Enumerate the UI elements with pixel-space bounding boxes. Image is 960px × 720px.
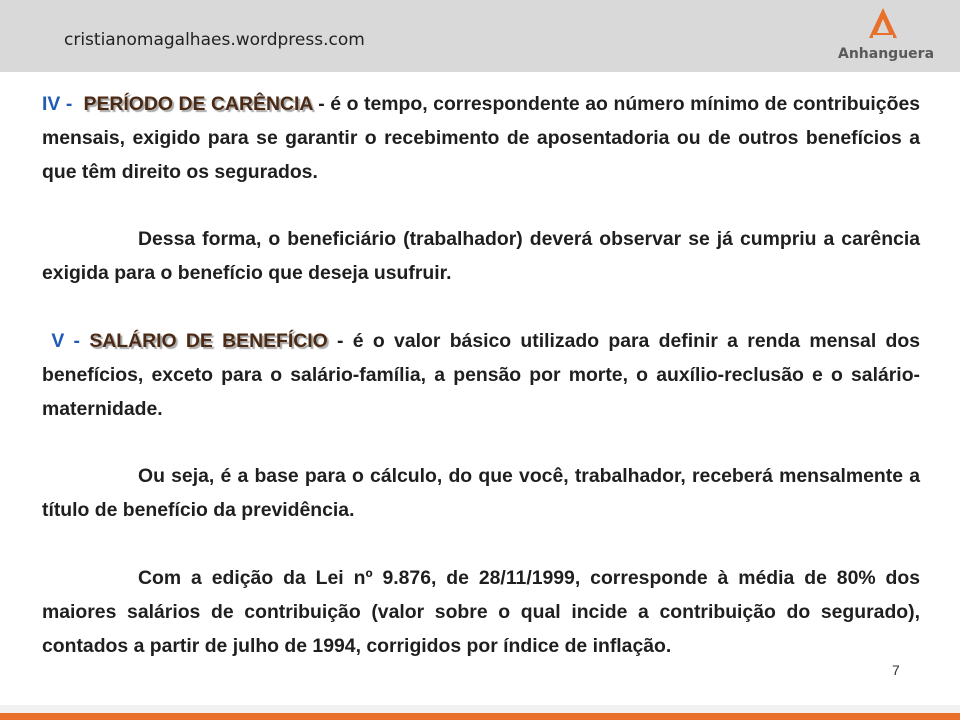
spacer bbox=[42, 528, 920, 562]
site-url: cristianomagalhaes.wordpress.com bbox=[64, 30, 365, 50]
paragraph-text: - é o tempo, correspondente ao número mínimo de contribuições mensais, exigido para se garantir o recebimento de aposentadoria ou de outros benefícios a que têm direito os segurados. bbox=[42, 93, 921, 183]
slide-content bbox=[42, 88, 920, 663]
paragraph-salario-beneficio bbox=[42, 325, 920, 426]
spacer bbox=[42, 189, 920, 223]
roman-numeral-v: V - bbox=[51, 329, 81, 352]
term-salario-beneficio: SALÁRIO DE BENEFÍCIO bbox=[89, 329, 328, 352]
paragraph-lei-9876: Com a edição da Lei nº 9.876, de 28/11/1999, corresponde à média de 80% dos maiores salários de contribuição (valor sobre o qual incide a contribuição do segurado), contados a partir de julho de 1994, corrigidos por índice de inflação. bbox=[42, 566, 920, 657]
paragraph-dessa-forma: Dessa forma, o beneficiário (trabalhador) deverá observar se já cumpriu a carência exigida para o benefício que deseja usufruir. bbox=[42, 228, 920, 285]
anhanguera-logo bbox=[838, 6, 935, 68]
slide-header bbox=[0, 0, 960, 72]
paragraph-text: - é o valor básico utilizado para definir a renda mensal dos benefícios, exceto para o salário-família, a pensão por morte, o auxílio-reclusão e o salário-maternidade. bbox=[42, 329, 920, 420]
term-periodo-carencia: PERÍODO DE CARÊNCIA bbox=[83, 93, 313, 115]
paragraph-periodo-carencia bbox=[42, 88, 920, 189]
page-number: 7 bbox=[892, 662, 900, 678]
spacer bbox=[42, 291, 920, 325]
footer-bar bbox=[0, 705, 960, 720]
paragraph-ou-seja: Ou seja, é a base para o cálculo, do que você, trabalhador, receberá mensalmente a título de benefício da previdência. bbox=[42, 465, 920, 522]
spacer bbox=[42, 426, 920, 460]
anhanguera-logo-icon bbox=[864, 6, 902, 44]
logo-text: Anhanguera bbox=[838, 46, 935, 62]
footer-accent-stripe bbox=[0, 713, 960, 720]
roman-numeral-iv: IV - bbox=[42, 93, 73, 115]
